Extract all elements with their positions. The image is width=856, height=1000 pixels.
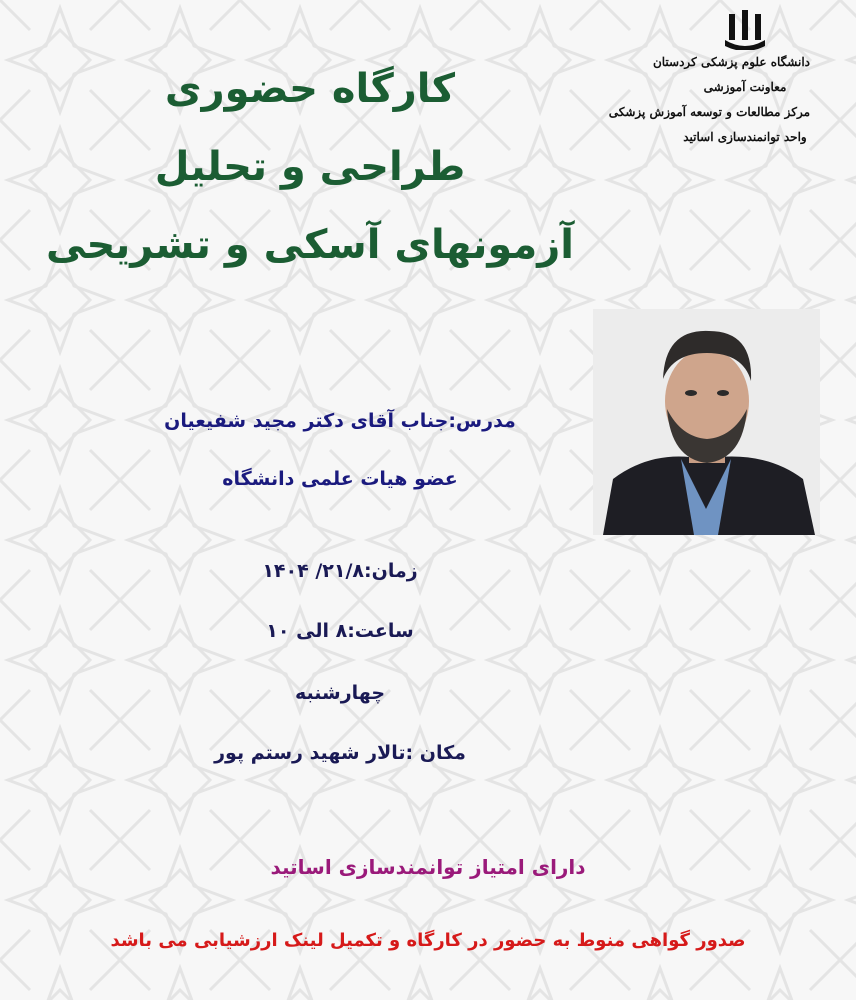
workshop-day: چهارشنبه [294,682,386,704]
university-emblem-icon [723,10,767,50]
university-logo-block [608,10,810,150]
title-line-3: آزمونهای آسکی و تشریحی [45,222,575,268]
logo-deputy-education: معاونت آموزشی [703,80,787,94]
workshop-date: زمان:۲۱/۸/ ۱۴۰۴ [262,560,418,582]
title-line-2: طراحی و تحلیل [154,144,466,190]
workshop-place: مکان :تالار شهید رستم پور [214,742,466,764]
workshop-title [0,50,620,284]
instructor-position: عضو هیات علمی دانشگاه [222,468,458,490]
workshop-time: ساعت:۸ الی ۱۰ [266,620,414,642]
privilege-note: دارای امتیاز توانمندسازی اساتید [270,855,586,879]
logo-edc-center: مرکز مطالعات و توسعه آموزش پزشکی [608,105,810,119]
title-line-1: کارگاه حضوری [164,66,456,112]
logo-faculty-development-unit: واحد توانمندسازی اساتید [683,130,807,144]
logo-university-name: دانشگاه علوم پزشکی کردستان [652,55,810,69]
certificate-notice: صدور گواهی منوط به حضور در کارگاه و تکمیل لینک ارزشیابی می باشد [110,930,746,951]
instructor-name: مدرس:جناب آقای دکتر مجید شفیعیان [164,410,516,432]
